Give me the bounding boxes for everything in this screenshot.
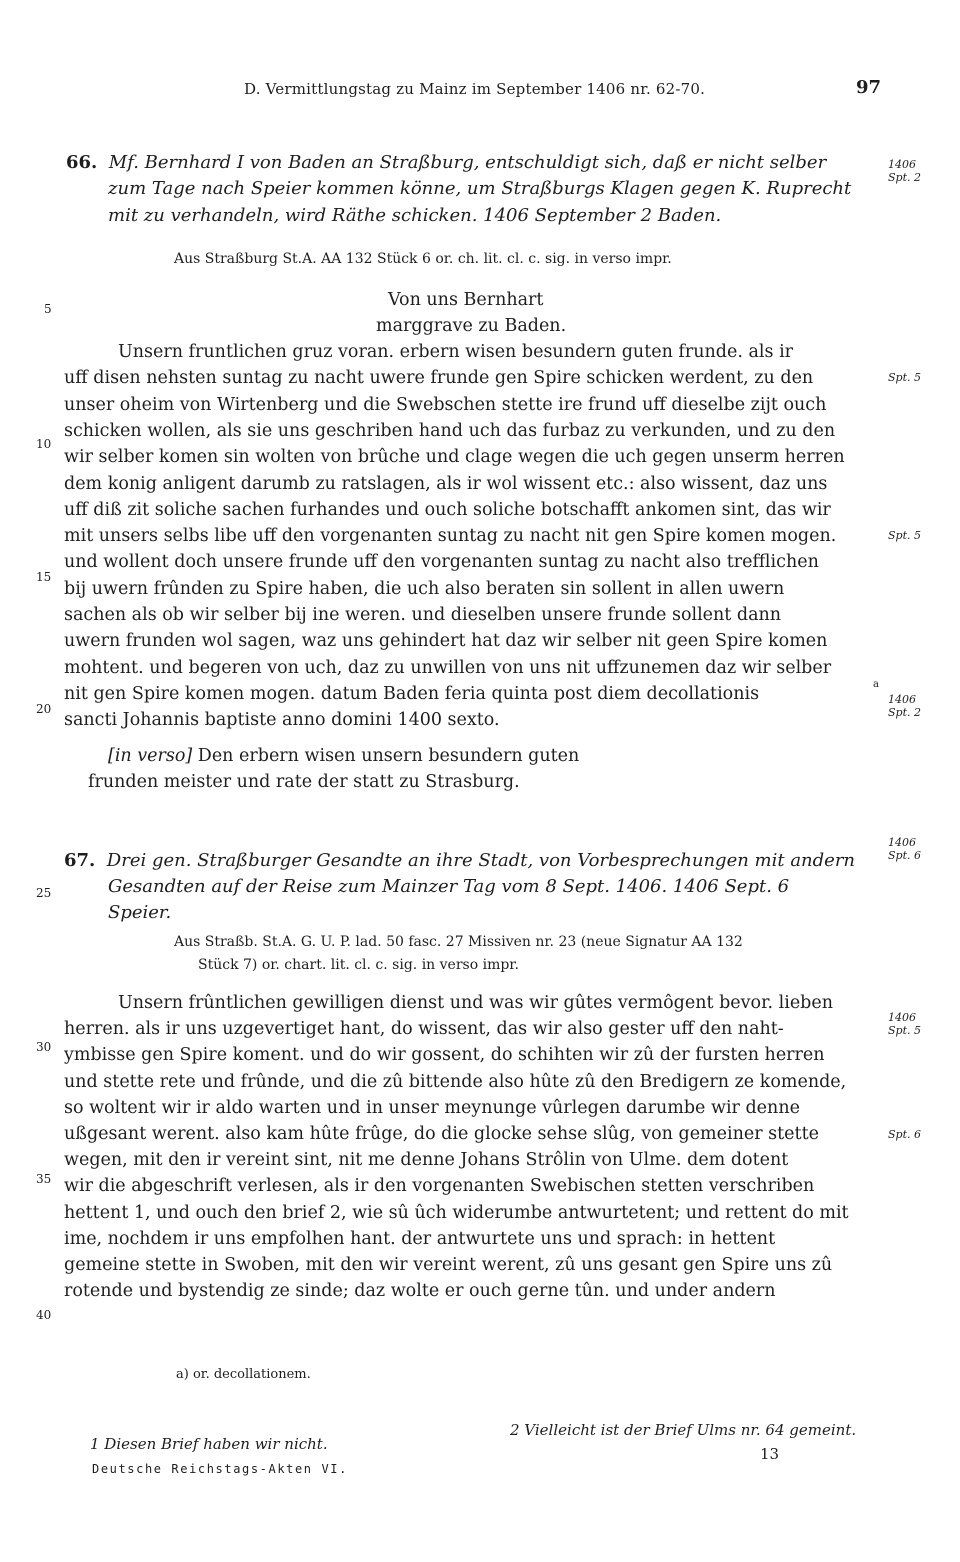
body-line: gemeine stette in Swoben, mit den wir vereint werent, zû uns gesant gen Spire uns zû: [64, 1255, 833, 1275]
body-line: uff diß zit soliche sachen furhandes und ouch soliche botschafft ankomen sint, das wir: [64, 499, 831, 520]
footnote-1: 1 Diesen Brief haben wir nicht.: [90, 1435, 328, 1453]
body-line: mit unsers selbs libe uff den vorgenanten suntag zu nacht nit gen Spire komen mogen.: [64, 526, 837, 547]
body-line: mohtent. und begeren von uch, daz zu unwillen von uns nit uffzunemen daz wir selber: [64, 657, 832, 678]
doc-66-sender: marggrave zu Baden.: [376, 316, 567, 336]
doc-67-heading-line: Speier.: [108, 902, 172, 923]
doc-66-heading-line: Mf. Bernhard I von Baden an Straßburg, entschuldigt sich, daß er nicht selber: [108, 152, 827, 173]
body-line: ime, nochdem ir uns empfolhen hant. der antwurtete uns und sprach: in hettent: [64, 1228, 776, 1249]
page-number: 97: [856, 77, 882, 98]
footnote-mark-a: a: [873, 679, 879, 690]
body-line: wir selber komen sin wolten von brûche und clage wegen die uch gegen unserm herren: [64, 447, 845, 468]
doc-67-heading-line: Drei gen. Straßburger Gesandte an ihre Stadt, von Vorbesprechungen mit andern: [106, 850, 856, 871]
body-line: wir die abgeschrift verlesen, als ir den vorgenanten Swebischen stetten verschriben: [64, 1176, 815, 1197]
body-line: und wollent doch unsere frunde uff den vorgenanten suntag zu nacht also trefflichen: [64, 552, 819, 573]
body-line: sancti Johannis baptiste anno domini 1400 sexto.: [64, 710, 500, 731]
sheet-number: 13: [760, 1445, 780, 1463]
footnote-2: 2 Vielleicht ist der Brief Ulms nr. 64 gemeint.: [510, 1421, 857, 1439]
doc-67-heading: [64, 848, 855, 874]
line-number: 20: [36, 702, 52, 716]
margin-date-note: Spt. 5: [888, 371, 921, 384]
body-line: schicken wollen, als sie uns geschriben hand uch das furbaz zu verkunden, und zu den: [64, 420, 836, 441]
line-number: 15: [36, 570, 52, 584]
address-line: frunden meister und rate der statt zu Strasburg.: [88, 772, 520, 792]
body-line: unser oheim von Wirtenberg und die Swebschen stette ire frund uff dieselbe zijt ouch: [64, 394, 827, 415]
margin-date-note: Spt. 5: [888, 529, 921, 542]
body-line: sachen als ob wir selber bij ine weren. und dieselben unsere frunde sollent dann: [64, 605, 782, 625]
margin-date-note: 1406 Spt. 2: [888, 158, 921, 184]
signature-series: Deutsche Reichstags-Akten VI.: [92, 1462, 348, 1476]
body-line: hettent 1, und ouch den brief 2, wie sû ûch widerumbe antwurtetent; und rettent do mit: [64, 1202, 849, 1223]
doc-66-sender: Von uns Bernhart: [388, 290, 544, 310]
margin-date-note: Spt. 6: [888, 1128, 921, 1141]
address-line: Den erbern wisen unsern besundern guten: [197, 746, 580, 766]
line-number: 35: [36, 1172, 52, 1186]
doc-66-heading-line: mit zu verhandeln, wird Räthe schicken. 1406 September 2 Baden.: [108, 205, 722, 226]
line-number: 5: [44, 302, 52, 316]
line-number: 25: [36, 886, 52, 900]
margin-date-note: 1406 Spt. 5: [888, 1011, 921, 1037]
body-line: rotende und bystendig ze sinde; daz wolte er ouch gerne tûn. und under andern: [64, 1281, 776, 1302]
body-line: wegen, mit den ir vereint sint, nit me denne Johans Strôlin von Ulme. dem dotent: [64, 1150, 789, 1171]
doc-66-address: [108, 743, 579, 769]
body-line: und stette rete und frûnde, und die zû bittende also hûte zû den Bredigern ze komende,: [64, 1071, 847, 1092]
body-line: uwern frunden wol sagen, waz uns gehindert hat daz wir selber nit geen Spire komen: [64, 631, 828, 652]
margin-date-note: 1406 Spt. 6: [888, 836, 921, 862]
body-line: Unsern frûntlichen gewilligen dienst und was wir gûtes vermôgent bevor. lieben: [118, 993, 834, 1013]
doc-66-heading-line: zum Tage nach Speier kommen könne, um Straßburgs Klagen gegen K. Ruprecht: [108, 178, 852, 199]
body-line: ußgesant werent. also kam hûte frûge, do die glocke sehse slûg, von gemeiner stette: [64, 1124, 819, 1144]
in-verso-label: [in verso]: [108, 746, 193, 766]
doc-66-source: Aus Straßburg St.A. AA 132 Stück 6 or. ch. lit. cl. c. sig. in verso impr.: [174, 251, 672, 267]
doc-67-heading-line: Gesandten auf der Reise zum Mainzer Tag vom 8 Sept. 1406. 1406 Sept. 6: [108, 876, 790, 897]
doc-66-heading: [66, 150, 826, 176]
running-title: D. Vermittlungstag zu Mainz im September 1406 nr. 62-70.: [244, 80, 706, 98]
body-line: so woltent wir ir aldo warten und in unser meynunge vûrlegen darumbe wir denne: [64, 1097, 800, 1118]
body-line: ymbisse gen Spire koment. und do wir gossent, do schihten wir zû der fursten herren: [64, 1045, 825, 1066]
doc-67-number: 67.: [64, 850, 96, 871]
body-line: nit gen Spire komen mogen. datum Baden feria quinta post diem decollationis: [64, 683, 760, 704]
line-number: 30: [36, 1040, 52, 1054]
line-number: 40: [36, 1308, 52, 1322]
doc-67-source: Aus Straßb. St.A. G. U. P. lad. 50 fasc. 27 Missiven nr. 23 (neue Signatur AA 132: [174, 934, 743, 950]
body-line: bij uwern frûnden zu Spire haben, die uch also beraten sin sollent in allen uwern: [64, 578, 785, 599]
body-line: dem konig anligent darumb zu ratslagen, als ir wol wissent etc.: also wissent, daz uns: [64, 473, 828, 494]
doc-66-number: 66.: [66, 152, 98, 173]
body-line: Unsern fruntlichen gruz voran. erbern wisen besundern guten frunde. als ir: [118, 342, 794, 362]
body-line: uff disen nehsten suntag zu nacht uwere frunde gen Spire schicken werdent, zu den: [64, 368, 814, 389]
doc-67-source: Stück 7) or. chart. lit. cl. c. sig. in verso impr.: [198, 957, 519, 973]
apparatus-note: a) or. decollationem.: [176, 1367, 311, 1382]
margin-date-note: 1406 Spt. 2: [888, 693, 921, 719]
body-line: herren. als ir uns uzgevertiget hant, do wissent, das wir also gester uff den naht-: [64, 1019, 784, 1040]
line-number: 10: [36, 437, 52, 451]
